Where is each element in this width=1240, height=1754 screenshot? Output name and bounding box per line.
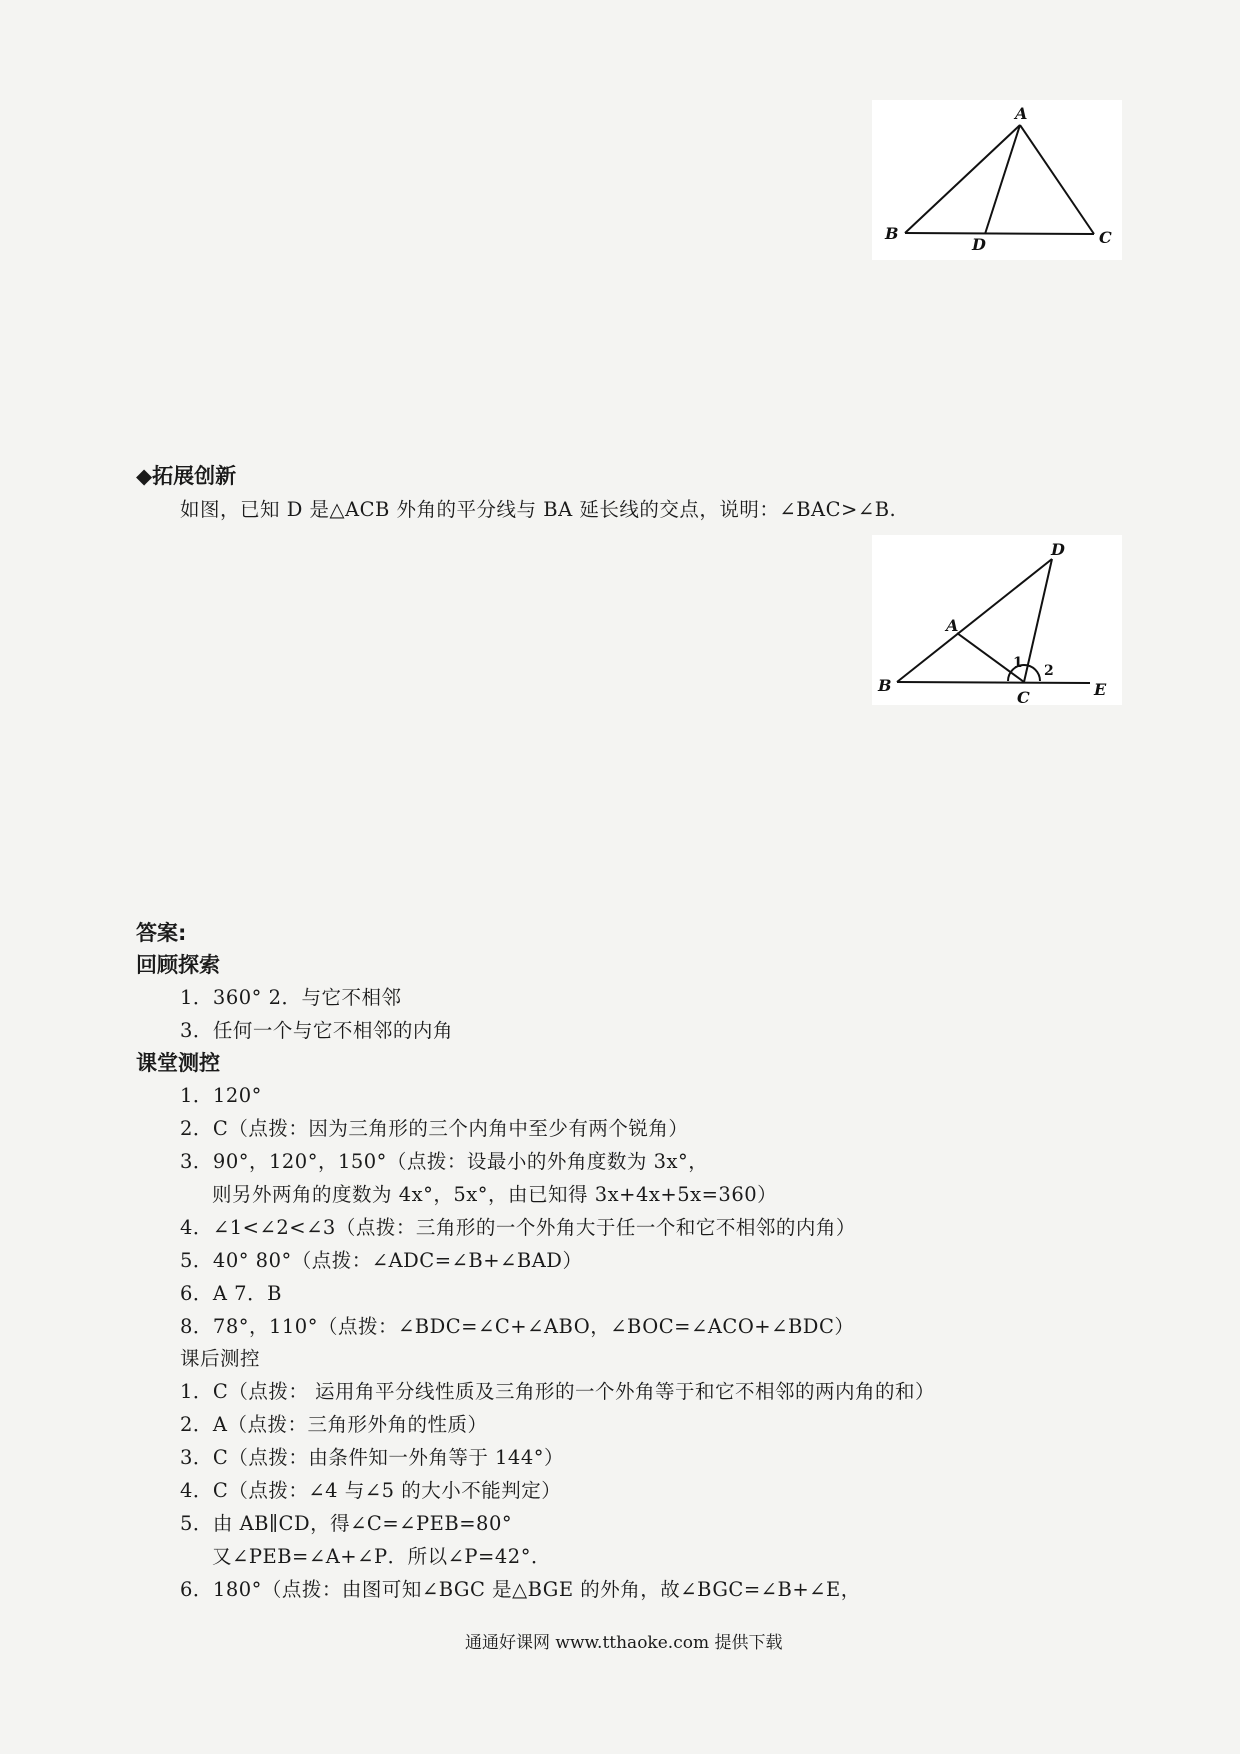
- label-b: B: [878, 676, 892, 695]
- extension-problem: 如图，已知 D 是△ACB 外角的平分线与 BA 延长线的交点，说明：∠BAC>∠B.: [180, 498, 897, 521]
- classroom-line: 2．C（点拨：因为三角形的三个内角中至少有两个锐角）: [180, 1117, 689, 1140]
- classroom-heading: 课堂测控: [136, 1051, 220, 1075]
- after-class-heading: 课后测控: [180, 1347, 261, 1370]
- label-c: C: [1017, 688, 1030, 705]
- classroom-line: 3．90°，120°，150°（点拨：设最小的外角度数为 3x°，: [180, 1150, 709, 1173]
- classroom-line: 1．120°: [180, 1084, 262, 1107]
- answers-title: 答案:: [136, 921, 187, 945]
- label-angle-2: 2: [1044, 663, 1054, 679]
- triangle-diagram-2: [872, 535, 1122, 705]
- extension-heading: ◆拓展创新: [136, 464, 237, 488]
- review-line: 3．任何一个与它不相邻的内角: [180, 1019, 453, 1042]
- label-c: C: [1099, 228, 1112, 247]
- figure-exterior-angle: [872, 535, 1122, 705]
- after-class-line: 2．A（点拨：三角形外角的性质）: [180, 1413, 488, 1436]
- triangle-diagram-1: [872, 100, 1122, 260]
- after-class-line: 5．由 AB∥CD，得∠C=∠PEB=80°: [180, 1512, 513, 1535]
- label-a: A: [1015, 104, 1028, 123]
- figure-triangle-abd: [872, 100, 1122, 260]
- label-a: A: [946, 616, 959, 635]
- label-b: B: [885, 224, 899, 243]
- label-d: D: [1051, 540, 1065, 559]
- classroom-line: 8．78°，110°（点拨：∠BDC=∠C+∠ABO，∠BOC=∠ACO+∠BDC）: [180, 1315, 855, 1338]
- label-e: E: [1094, 680, 1107, 699]
- segment-ac: [1020, 125, 1094, 234]
- after-class-line: 4．C（点拨：∠4 与∠5 的大小不能判定）: [180, 1479, 562, 1502]
- review-line: 1．360° 2．与它不相邻: [180, 986, 402, 1009]
- label-d: D: [972, 235, 986, 254]
- after-class-line: 6．180°（点拨：由图可知∠BGC 是△BGE 的外角，故∠BGC=∠B+∠E，: [180, 1578, 861, 1601]
- classroom-line: 则另外两角的度数为 4x°，5x°，由已知得 3x+4x+5x=360）: [212, 1183, 778, 1206]
- label-angle-1: 1: [1013, 655, 1023, 671]
- classroom-line: 6．A 7．B: [180, 1282, 282, 1305]
- page-footer: 通通好课网 www.tthaoke.com 提供下载: [465, 1633, 783, 1653]
- after-class-line: 1．C（点拨： 运用角平分线性质及三角形的一个外角等于和它不相邻的两内角的和）: [180, 1380, 936, 1403]
- classroom-line: 5．40° 80°（点拨：∠ADC=∠B+∠BAD）: [180, 1249, 583, 1272]
- after-class-line: 3．C（点拨：由条件知一外角等于 144°）: [180, 1446, 564, 1469]
- review-heading: 回顾探索: [136, 953, 220, 977]
- classroom-line: 4．∠1<∠2<∠3（点拨：三角形的一个外角大于任一个和它不相邻的内角）: [180, 1216, 856, 1239]
- segment-be: [897, 682, 1090, 683]
- after-class-line: 又∠PEB=∠A+∠P．所以∠P=42°．: [212, 1545, 551, 1568]
- segment-bc: [905, 233, 1094, 234]
